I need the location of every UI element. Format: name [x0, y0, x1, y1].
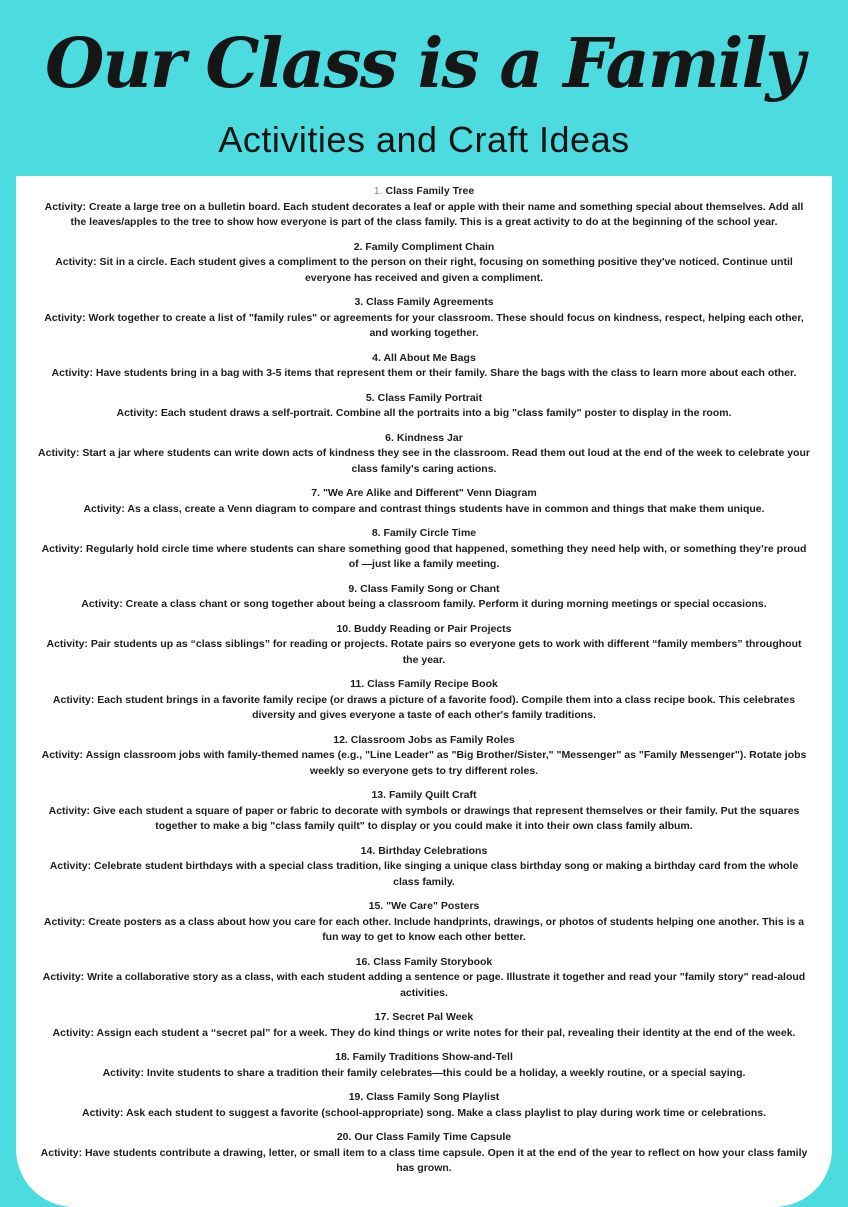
activity-title-line — [38, 1090, 810, 1106]
activity-number: 7. — [311, 487, 321, 499]
activity-number: 6. — [385, 431, 394, 444]
activity-title: All About Me Bags — [383, 351, 476, 364]
activity-title-line — [38, 486, 810, 502]
activity-item — [38, 1090, 810, 1121]
activity-item — [38, 240, 810, 287]
activities-list — [38, 184, 810, 1177]
activity-number: 12. — [333, 733, 348, 746]
activity-title: Family Circle Time — [383, 527, 477, 539]
activity-title-line — [38, 788, 810, 804]
activity-title-line — [38, 1130, 810, 1146]
activity-title-line — [38, 844, 810, 860]
activity-description: Activity: Ask each student to suggest a favorite (school-appropriate) song. Make a class playlist to play during work time or celebrations. — [81, 1106, 767, 1119]
activity-item — [38, 431, 810, 478]
activity-description: Activity: Regularly hold circle time where students can share something good that happened, something they need help with, or something they’re proud of —just like a family meeting. — [41, 542, 807, 570]
activity-title: "We Are Alike and Different" Venn Diagram — [322, 487, 537, 499]
activity-title-line — [38, 582, 810, 598]
activity-number: 15. — [368, 900, 384, 912]
activity-description: Activity: Invite students to share a tradition their family celebrates—this could be a holiday, a weekly routine, or a special saying. — [102, 1066, 746, 1079]
activity-description: Activity: Create a large tree on a bulletin board. Each student decorates a leaf or apple with their name and something special about themselves. Add all the leaves/apples to the tree to show how everyone is part of the class family. This is a great activity to do at the beginning of the school year. — [44, 200, 804, 228]
activity-title-line — [38, 295, 810, 311]
activity-number: 13. — [371, 789, 387, 801]
activity-item — [38, 351, 810, 382]
activity-title-line — [38, 1050, 810, 1066]
activity-title: Class Family Storybook — [373, 955, 493, 968]
activity-item — [38, 526, 810, 573]
activity-item — [38, 899, 810, 946]
activity-title: Secret Pal Week — [392, 1011, 474, 1023]
activity-description: Activity: Have students bring in a bag with 3-5 items that represent them or their family. Share the bags with the class to learn more about each other. — [51, 367, 797, 379]
activity-item — [38, 1130, 810, 1177]
activity-description: Activity: Pair students up as “class siblings” for reading or projects. Rotate pairs so everyone gets to work with different “family members” throughout the year. — [46, 638, 802, 666]
activity-number: 3. — [354, 296, 364, 308]
activity-item — [38, 955, 810, 1002]
activity-title: Our Class Family Time Capsule — [354, 1131, 512, 1143]
activity-item — [38, 486, 810, 517]
activity-title-line — [38, 351, 810, 367]
activity-number: 2. — [353, 240, 363, 253]
activity-title-line — [38, 526, 810, 542]
activity-title-line — [38, 622, 810, 638]
activity-item — [38, 1010, 810, 1041]
content-panel — [16, 176, 832, 1207]
activity-description: Activity: Celebrate student birthdays with a special class tradition, like singing a unique class birthday song or making a birthday card from the whole class family. — [49, 860, 799, 888]
activity-description: Activity: Create a class chant or song together about being a classroom family. Perform it during morning meetings or special occasions. — [81, 598, 767, 610]
activity-title-line — [38, 733, 810, 749]
activity-number: 19. — [348, 1091, 364, 1103]
activity-title-line — [38, 184, 810, 200]
activity-item — [38, 295, 810, 342]
activity-title: "We Care" Posters — [386, 900, 480, 912]
activity-title: Class Family Song or Chant — [360, 582, 500, 595]
activity-title: Family Compliment Chain — [365, 240, 495, 253]
activity-title: Buddy Reading or Pair Projects — [353, 622, 512, 635]
activity-description: Activity: Have students contribute a drawing, letter, or small item to a class time capsule. Open it at the end of the year to reflect on how your class family has grown. — [40, 1146, 808, 1174]
page-title: Our Class is a Family — [45, 24, 803, 104]
activity-number: 18. — [335, 1051, 350, 1063]
activity-item — [38, 844, 810, 891]
activity-number: 14. — [360, 844, 376, 857]
activity-description: Activity: Work together to create a list of "family rules" or agreements for your classroom. These should focus on kindness, respect, helping each other, and working together. — [44, 311, 804, 339]
activity-number: 11. — [350, 678, 365, 690]
activity-title: Class Family Song Playlist — [366, 1091, 500, 1103]
activity-item — [38, 391, 810, 422]
activity-description: Activity: Each student draws a self-portrait. Combine all the portraits into a big "class family" poster to display in the room. — [116, 407, 732, 419]
activity-title: Class Family Recipe Book — [367, 678, 498, 690]
activity-number: 8. — [371, 527, 381, 539]
activity-description: Activity: Assign each student a “secret pal” for a week. They do kind things or write notes for their pal, revealing their identity at the end of the week. — [52, 1026, 796, 1039]
activity-item — [38, 677, 810, 724]
activity-item — [38, 733, 810, 780]
activity-number: 1. — [373, 185, 383, 197]
activity-title: Class Family Agreements — [366, 296, 494, 308]
page-subtitle: Activities and Craft Ideas — [218, 119, 630, 160]
activity-title-line — [38, 240, 810, 256]
activity-title: Birthday Celebrations — [378, 844, 488, 857]
activity-description: Activity: Give each student a square of paper or fabric to decorate with symbols or drawings that represent themselves or their family. Put the squares together to make a big "class family quilt" to display or you could make it into their own class family album. — [48, 804, 800, 832]
activity-title: Family Traditions Show-and-Tell — [352, 1051, 513, 1063]
activity-number: 9. — [348, 582, 358, 595]
activity-description: Activity: Create posters as a class about how you care for each other. Include handprints, drawings, or photos of students helping one another. This is a fun way to get to know each other better. — [43, 915, 805, 943]
activity-title-line — [38, 1010, 810, 1026]
activity-number: 10. — [336, 622, 352, 635]
activity-description: Activity: Sit in a circle. Each student gives a compliment to the person on their right, focusing on something positive they've noticed. Continue until everyone has received and given a compliment. — [55, 256, 793, 284]
activity-title-line — [38, 391, 810, 407]
activity-title: Kindness Jar — [396, 431, 463, 444]
activity-title: Family Quilt Craft — [389, 789, 477, 801]
activity-description: Activity: Each student brings in a favorite family recipe (or draws a picture of a favorite food). Compile them into a class recipe book. This celebrates diversity and gives everyone a taste of each other's family traditions. — [52, 693, 796, 721]
activity-title: Class Family Tree — [385, 185, 475, 197]
activity-title: Classroom Jobs as Family Roles — [350, 733, 515, 746]
activity-item — [38, 1050, 810, 1081]
activity-number: 17. — [374, 1011, 390, 1023]
activity-item — [38, 184, 810, 231]
activity-title-line — [38, 899, 810, 915]
activity-item — [38, 622, 810, 669]
activity-title-line — [38, 677, 810, 693]
activity-description: Activity: Assign classroom jobs with family-themed names (e.g., "Line Leader" as "Big Brother/Sister," "Messenger" as "Family Messenger"). Rotate jobs weekly so everyone gets to try different roles. — [41, 749, 807, 777]
activity-item — [38, 582, 810, 613]
activity-description: Activity: Start a jar where students can write down acts of kindness they see in the classroom. Read them out loud at the end of the week to celebrate your class family's caring actions. — [38, 447, 810, 475]
header — [0, 0, 848, 162]
activity-title-line — [38, 955, 810, 971]
activity-number: 5. — [365, 391, 375, 404]
activity-description: Activity: As a class, create a Venn diagram to compare and contrast things students have in common and things that make them unique. — [83, 502, 765, 515]
activity-number: 4. — [372, 351, 381, 364]
activity-description: Activity: Write a collaborative story as a class, with each student adding a sentence or page. Illustrate it together and read your "family story" read-aloud activities. — [42, 971, 806, 999]
activity-item — [38, 788, 810, 835]
activity-number: 20. — [336, 1131, 352, 1143]
activity-title: Class Family Portrait — [377, 391, 483, 404]
activity-title-line — [38, 431, 810, 447]
activity-number: 16. — [355, 955, 371, 968]
